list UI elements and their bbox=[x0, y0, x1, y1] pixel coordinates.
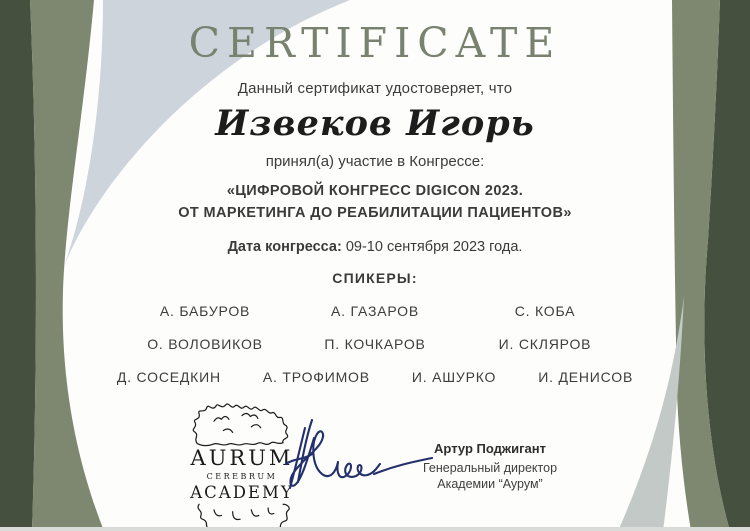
intro-text: Данный сертификат удостоверяет, что bbox=[237, 80, 513, 98]
congress-date-label: Дата конгресса: bbox=[227, 238, 342, 255]
certificate-title: CERTIFICATE bbox=[188, 19, 562, 67]
speakers-row-1 bbox=[0, 303, 750, 319]
congress-title bbox=[0, 181, 750, 225]
logo-text-aurum: AURUM bbox=[190, 446, 294, 470]
congress-title-line1: «ЦИФРОВОЙ КОНГРЕСС DIGICON 2023. bbox=[226, 183, 524, 200]
participation-text: принял(а) участие в Конгрессе: bbox=[265, 153, 485, 171]
congress-date-value: 09-10 сентября 2023 года. bbox=[345, 238, 523, 255]
speaker: А. БАБУРОВ bbox=[159, 302, 251, 319]
signatory-name: Артур Поджигант bbox=[434, 441, 546, 456]
speaker: О. ВОЛОВИКОВ bbox=[147, 335, 263, 352]
speaker: И. СКЛЯРОВ bbox=[498, 335, 592, 352]
speaker: И. ДЕНИСОВ bbox=[538, 368, 634, 385]
speaker: П. КОЧКАРОВ bbox=[324, 335, 426, 352]
congress-date bbox=[0, 239, 750, 255]
signatory-role-line1: Генеральный директор bbox=[422, 461, 558, 475]
speaker: И. АШУРКО bbox=[411, 368, 497, 385]
signatory-role-line2: Академии “Аурум” bbox=[437, 477, 543, 492]
speaker: С. КОБА bbox=[514, 302, 576, 319]
recipient-name: Извеков Игорь bbox=[215, 103, 535, 145]
speakers-row-2 bbox=[0, 336, 750, 352]
speaker: Д. СОСЕДКИН bbox=[116, 368, 221, 385]
speakers-heading: СПИКЕРЫ: bbox=[332, 269, 418, 286]
congress-title-line2: ОТ МАРКЕТИНГА ДО РЕАБИЛИТАЦИИ ПАЦИЕНТОВ» bbox=[178, 204, 572, 221]
speaker: А. ГАЗАРОВ bbox=[331, 302, 419, 319]
logo-text-cerebrum: CEREBRUM bbox=[206, 472, 278, 481]
speakers-row-3 bbox=[0, 369, 750, 385]
scan-edge bbox=[0, 527, 750, 531]
logo-text-academy: ACADEMY bbox=[190, 483, 294, 502]
speaker: А. ТРОФИМОВ bbox=[262, 368, 370, 385]
signatory-block bbox=[412, 441, 568, 493]
